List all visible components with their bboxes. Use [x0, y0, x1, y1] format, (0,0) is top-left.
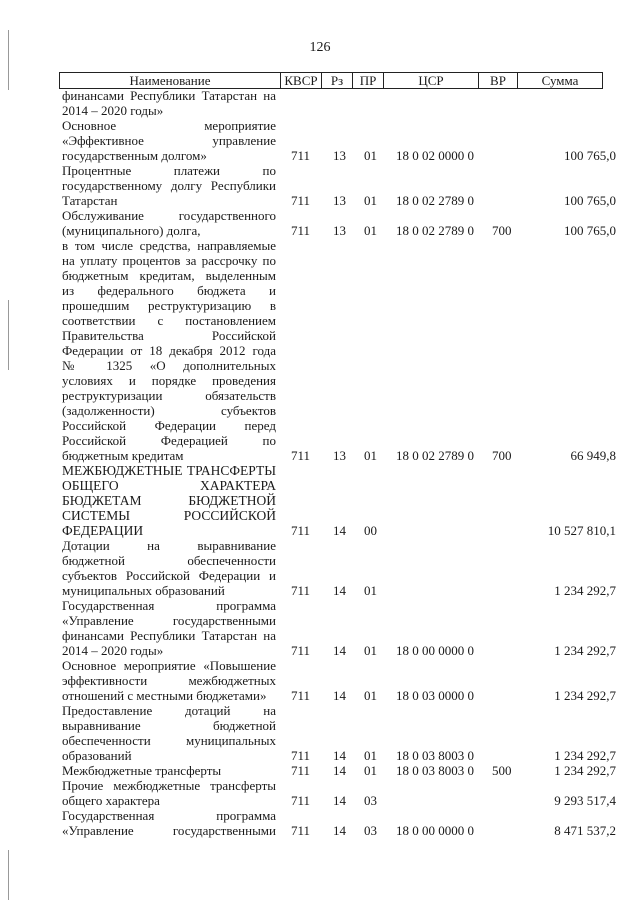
row-name-line: Российской Федерации перед	[62, 418, 276, 433]
cell-sum: 1 234 292,7	[554, 583, 616, 598]
header-csr: ЦСР	[384, 73, 479, 89]
cell-pr: 01	[364, 748, 377, 763]
table-row	[0, 163, 640, 208]
cell-kvsr: 711	[291, 583, 311, 598]
cell-kvsr: 711	[291, 148, 311, 163]
cell-kvsr	[291, 103, 315, 118]
row-name	[62, 118, 276, 163]
row-name-line: государственному долгу Республики	[62, 178, 276, 193]
cell-sum: 100 765,0	[564, 193, 616, 208]
cell-vr	[492, 193, 516, 208]
cell-rz: 14	[333, 523, 346, 538]
table-row	[0, 658, 640, 703]
table-row	[0, 118, 640, 163]
cell-sum: 1 234 292,7	[554, 748, 616, 763]
table-row	[0, 238, 640, 463]
cell-rz: 14	[333, 688, 346, 703]
header-name: Наименование	[60, 73, 281, 89]
cell-rz: 13	[333, 448, 346, 463]
cell-rz: 13	[333, 223, 346, 238]
cell-rz	[333, 103, 349, 118]
row-name	[62, 463, 276, 538]
row-name-line: Федерации от 18 декабря 2012 года	[62, 343, 276, 358]
cell-kvsr: 711	[291, 823, 311, 838]
cell-sum	[520, 103, 616, 118]
row-name-line: «Эффективное управление	[62, 133, 276, 148]
cell-sum: 8 471 537,2	[554, 823, 616, 838]
cell-sum: 100 765,0	[564, 148, 616, 163]
budget-table-body	[0, 88, 640, 838]
cell-csr: 18 0 03 0000 0	[396, 688, 474, 703]
cell-sum: 100 765,0	[564, 223, 616, 238]
row-name	[62, 763, 276, 778]
row-name-line: Прочие межбюджетные трансферты	[62, 778, 276, 793]
cell-vr	[492, 748, 516, 763]
row-name-line: муниципальных образований	[62, 583, 225, 598]
row-name-line: субъектов Российской Федерации и	[62, 568, 276, 583]
row-name-line: 2014 – 2020 годы»	[62, 103, 164, 118]
row-name	[62, 208, 276, 238]
row-name-line: бюджетным кредитам, выделенным	[62, 268, 276, 283]
row-name	[62, 88, 276, 118]
row-name-line: ФЕДЕРАЦИИ	[62, 523, 144, 538]
header-rz: Рз	[322, 73, 353, 89]
cell-vr	[492, 523, 516, 538]
cell-pr: 00	[364, 523, 377, 538]
cell-pr: 03	[364, 823, 377, 838]
cell-rz: 13	[333, 193, 346, 208]
cell-pr: 01	[364, 583, 377, 598]
row-name-line: Татарстан	[62, 193, 118, 208]
header-kvsr: КВСР	[281, 73, 322, 89]
row-name-line: Обслуживание государственного	[62, 208, 276, 223]
row-name-line: выравнивание бюджетной	[62, 718, 276, 733]
table-row	[0, 808, 640, 838]
header-pr: ПР	[353, 73, 384, 89]
cell-csr	[396, 523, 486, 538]
row-name-line: образований	[62, 748, 132, 763]
row-name-line: Государственная программа	[62, 808, 276, 823]
row-name-line: Процентные платежи по	[62, 163, 276, 178]
cell-kvsr: 711	[291, 193, 311, 208]
row-name-line: Предоставление дотаций на	[62, 703, 276, 718]
cell-csr	[396, 583, 486, 598]
row-name-line: на уплату процентов за рассрочку по	[62, 253, 276, 268]
row-name-line: 2014 – 2020 годы»	[62, 643, 164, 658]
cell-vr	[492, 583, 516, 598]
row-name-line: обеспеченности муниципальных	[62, 733, 276, 748]
cell-csr: 18 0 03 8003 0	[396, 748, 474, 763]
row-name	[62, 538, 276, 598]
cell-csr	[396, 793, 486, 808]
cell-csr: 18 0 03 8003 0	[396, 763, 474, 778]
row-name-line: финансами Республики Татарстан на	[62, 628, 276, 643]
cell-kvsr: 711	[291, 763, 311, 778]
cell-pr: 01	[364, 643, 377, 658]
row-name-line: бюджетной обеспеченности	[62, 553, 276, 568]
row-name-line: общего характера	[62, 793, 160, 808]
cell-sum: 10 527 810,1	[547, 523, 616, 538]
cell-pr: 01	[364, 763, 377, 778]
cell-pr: 01	[364, 223, 377, 238]
row-name-line: прошедшим реструктуризацию в	[62, 298, 276, 313]
cell-rz: 14	[333, 748, 346, 763]
row-name	[62, 778, 276, 808]
cell-vr	[492, 688, 516, 703]
row-name-line: БЮДЖЕТАМ БЮДЖЕТНОЙ	[62, 493, 276, 508]
row-name-line: (задолженности) субъектов	[62, 403, 276, 418]
cell-csr: 18 0 00 0000 0	[396, 823, 474, 838]
cell-pr	[364, 103, 380, 118]
cell-rz: 14	[333, 793, 346, 808]
cell-vr: 700	[492, 448, 512, 463]
row-name-line: № 1325 «О дополнительных	[62, 358, 276, 373]
row-name-line: бюджетным кредитам	[62, 448, 184, 463]
row-name-line: условиях и порядке проведения	[62, 373, 276, 388]
row-name-line: из федерального бюджета и	[62, 283, 276, 298]
cell-pr: 01	[364, 448, 377, 463]
table-row	[0, 763, 640, 778]
row-name-line: государственным долгом»	[62, 148, 207, 163]
cell-vr	[492, 103, 516, 118]
cell-sum: 1 234 292,7	[554, 643, 616, 658]
row-name-line: отношений с местными бюджетами»	[62, 688, 267, 703]
cell-csr: 18 0 02 2789 0	[396, 193, 474, 208]
cell-csr	[396, 103, 486, 118]
row-name	[62, 163, 276, 208]
row-name-line: МЕЖБЮДЖЕТНЫЕ ТРАНСФЕРТЫ	[62, 463, 276, 478]
cell-rz: 14	[333, 643, 346, 658]
row-name-line: Основное мероприятие «Повышение	[62, 658, 276, 673]
cell-vr: 700	[492, 223, 512, 238]
cell-pr: 01	[364, 688, 377, 703]
table-row	[0, 703, 640, 763]
row-name-line: СИСТЕМЫ РОССИЙСКОЙ	[62, 508, 276, 523]
cell-csr: 18 0 00 0000 0	[396, 643, 474, 658]
row-name	[62, 703, 276, 763]
cell-kvsr: 711	[291, 748, 311, 763]
row-name-line: ОБЩЕГО ХАРАКТЕРА	[62, 478, 276, 493]
cell-csr: 18 0 02 2789 0	[396, 448, 474, 463]
scan-edge-mark	[8, 30, 9, 90]
page-number: 126	[309, 40, 331, 55]
table-row	[0, 538, 640, 598]
table-row	[0, 463, 640, 538]
scan-edge-mark	[8, 850, 9, 900]
table-row	[0, 88, 640, 118]
cell-kvsr: 711	[291, 448, 311, 463]
row-name-line: Основное мероприятие	[62, 118, 276, 133]
cell-vr	[492, 148, 516, 163]
header-sum: Сумма	[518, 73, 603, 89]
row-name-line: «Управление государственными	[62, 613, 276, 628]
row-name-line: Дотации на выравнивание	[62, 538, 276, 553]
row-name-line: Правительства Российской	[62, 328, 276, 343]
header-vr: ВР	[479, 73, 518, 89]
row-name-line: реструктуризации обязательств	[62, 388, 276, 403]
row-name	[62, 238, 276, 463]
cell-rz: 14	[333, 763, 346, 778]
cell-sum: 66 949,8	[570, 448, 616, 463]
cell-rz: 14	[333, 823, 346, 838]
row-name	[62, 598, 276, 658]
row-name-line: эффективности межбюджетных	[62, 673, 276, 688]
cell-rz: 13	[333, 148, 346, 163]
row-name-line: (муниципального) долга,	[62, 223, 201, 238]
cell-vr: 500	[492, 763, 512, 778]
cell-kvsr: 711	[291, 688, 311, 703]
cell-vr	[492, 643, 516, 658]
row-name	[62, 658, 276, 703]
cell-sum: 1 234 292,7	[554, 688, 616, 703]
row-name-line: соответствии с постановлением	[62, 313, 276, 328]
table-row	[0, 598, 640, 658]
cell-vr	[492, 823, 516, 838]
cell-kvsr: 711	[291, 643, 311, 658]
cell-rz: 14	[333, 583, 346, 598]
row-name-line: в том числе средства, направляемые	[62, 238, 276, 253]
cell-csr: 18 0 02 0000 0	[396, 148, 474, 163]
row-name	[62, 808, 276, 838]
table-row	[0, 208, 640, 238]
cell-kvsr: 711	[291, 793, 311, 808]
cell-sum: 9 293 517,4	[554, 793, 616, 808]
cell-pr: 03	[364, 793, 377, 808]
row-name-line: Российской Федерацией по	[62, 433, 276, 448]
cell-sum: 1 234 292,7	[554, 763, 616, 778]
row-name-line: «Управление государственными	[62, 823, 276, 838]
row-name-line: Межбюджетные трансферты	[62, 763, 222, 778]
row-name-line: Государственная программа	[62, 598, 276, 613]
cell-vr	[492, 793, 516, 808]
cell-kvsr: 711	[291, 523, 311, 538]
table-row	[0, 778, 640, 808]
table-header	[59, 72, 603, 89]
cell-pr: 01	[364, 148, 377, 163]
row-name-line: финансами Республики Татарстан на	[62, 88, 276, 103]
cell-csr: 18 0 02 2789 0	[396, 223, 474, 238]
cell-pr: 01	[364, 193, 377, 208]
cell-kvsr: 711	[291, 223, 311, 238]
